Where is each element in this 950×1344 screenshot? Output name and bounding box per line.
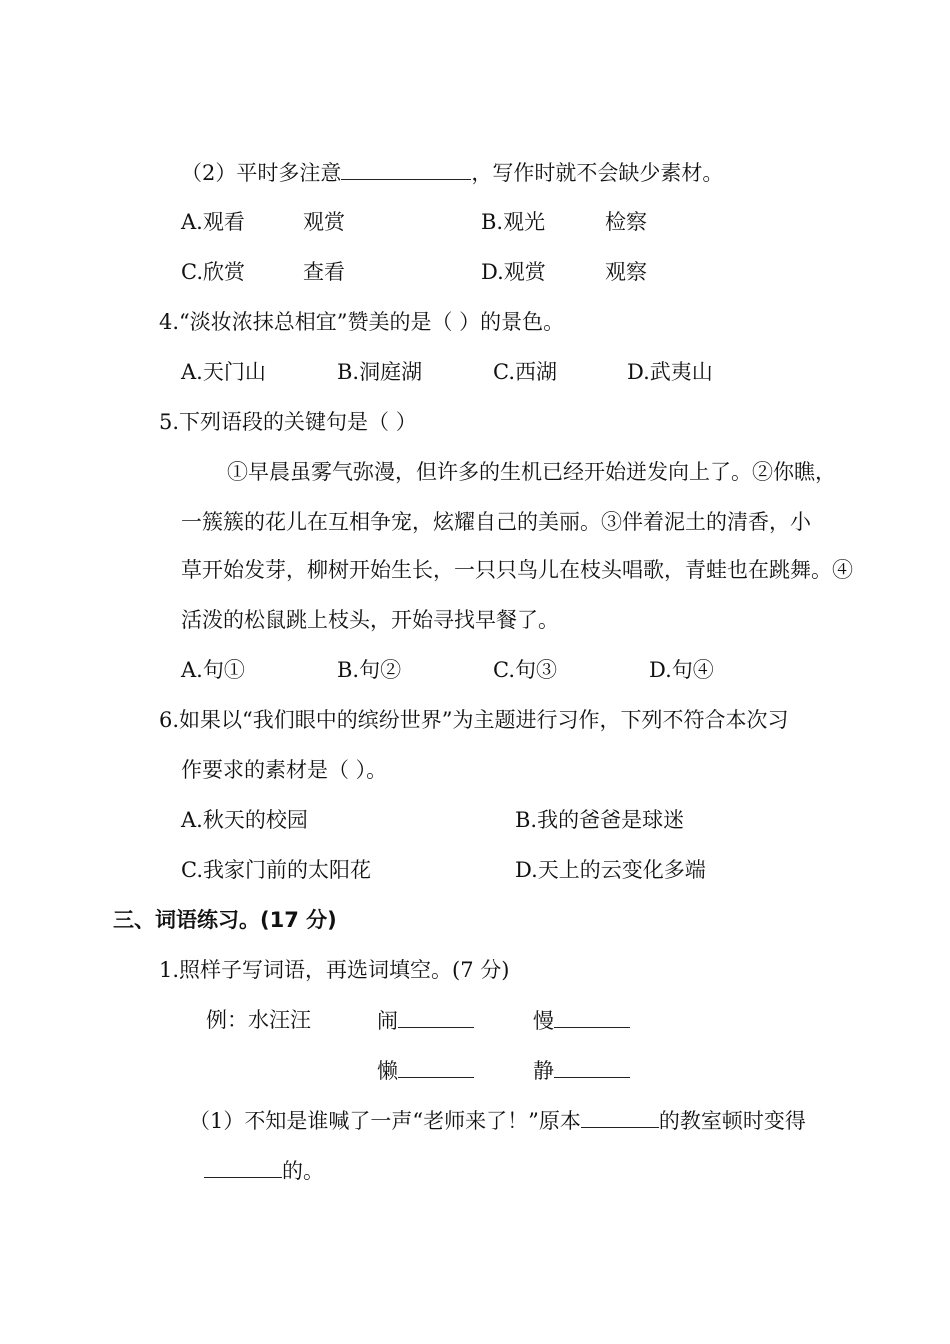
q2-2-stem: （2）平时多注意 ，写作时就不会缺少素材。 — [181, 157, 723, 188]
q4-option-c: C.西湖 — [493, 360, 557, 384]
answer-blank[interactable] — [341, 157, 471, 180]
answer-blank[interactable] — [398, 1055, 474, 1078]
q6-option-c: C.我家门前的太阳花 — [181, 858, 371, 882]
q5-passage-line1: ①早晨虽雾气弥漫，但许多的生机已经开始迸发向上了。②你瞧， — [227, 460, 836, 484]
s3-word-nao: 闹 — [377, 1005, 474, 1036]
q5-passage-line2: 一簇簇的花儿在互相争宠，炫耀自己的美丽。③伴着泥土的清香，小 — [181, 510, 811, 534]
option-b-word2: 检察 — [605, 210, 647, 234]
option-a: A.观看 — [181, 210, 245, 234]
q6-stem-line2: 作要求的素材是（ ）。 — [181, 758, 388, 782]
q5-option-a: A.句① — [181, 658, 245, 682]
q6-option-d: D.天上的云变化多端 — [515, 858, 706, 882]
s3-word-man: 慢 — [533, 1005, 630, 1036]
option-d: D.观赏 — [481, 260, 546, 284]
answer-blank[interactable] — [581, 1105, 659, 1128]
section-3-title: 三、词语练习。(17 分) — [113, 908, 337, 932]
answer-blank[interactable] — [398, 1005, 474, 1028]
q4-option-a: A.天门山 — [181, 360, 266, 384]
q5-stem: 5.下列语段的关键句是（ ） — [159, 410, 417, 434]
q4-option-b: B.洞庭湖 — [337, 360, 423, 384]
option-b: B.观光 — [481, 210, 546, 234]
q5-option-c: C.句③ — [493, 658, 557, 682]
q6-stem-line1: 6.如果以“我们眼中的缤纷世界”为主题进行习作，下列不符合本次习 — [159, 708, 789, 732]
q5-passage-line3: 草开始发芽，柳树开始生长，一只只鸟儿在枝头唱歌，青蛙也在跳舞。④ — [181, 558, 853, 582]
q5-option-d: D.句④ — [649, 658, 714, 682]
s3-sub1-line1: （1）不知是谁喊了一声“老师来了！”原本 的教室顿时变得 — [189, 1105, 806, 1136]
option-c-word2: 查看 — [303, 260, 345, 284]
s3-example: 例：水汪汪 — [206, 1008, 311, 1032]
q6-option-a: A.秋天的校园 — [181, 808, 308, 832]
answer-blank[interactable] — [204, 1155, 282, 1178]
s3-q1-stem: 1.照样子写词语，再选词填空。(7 分) — [159, 958, 510, 982]
option-c: C.欣赏 — [181, 260, 245, 284]
q4-stem: 4.“淡妆浓抹总相宜”赞美的是（ ）的景色。 — [159, 310, 565, 334]
s3-word-lan: 懒 — [377, 1055, 474, 1086]
s3-word-jing: 静 — [533, 1055, 630, 1086]
q5-option-b: B.句② — [337, 658, 402, 682]
option-d-word2: 观察 — [605, 260, 647, 284]
q5-passage-line4: 活泼的松鼠跳上枝头，开始寻找早餐了。 — [181, 608, 559, 632]
q4-option-d: D.武夷山 — [627, 360, 713, 384]
answer-blank[interactable] — [554, 1005, 630, 1028]
s3-sub1-line2: 的。 — [204, 1155, 324, 1186]
q6-option-b: B.我的爸爸是球迷 — [515, 808, 685, 832]
option-a-word2: 观赏 — [303, 210, 345, 234]
answer-blank[interactable] — [554, 1055, 630, 1078]
